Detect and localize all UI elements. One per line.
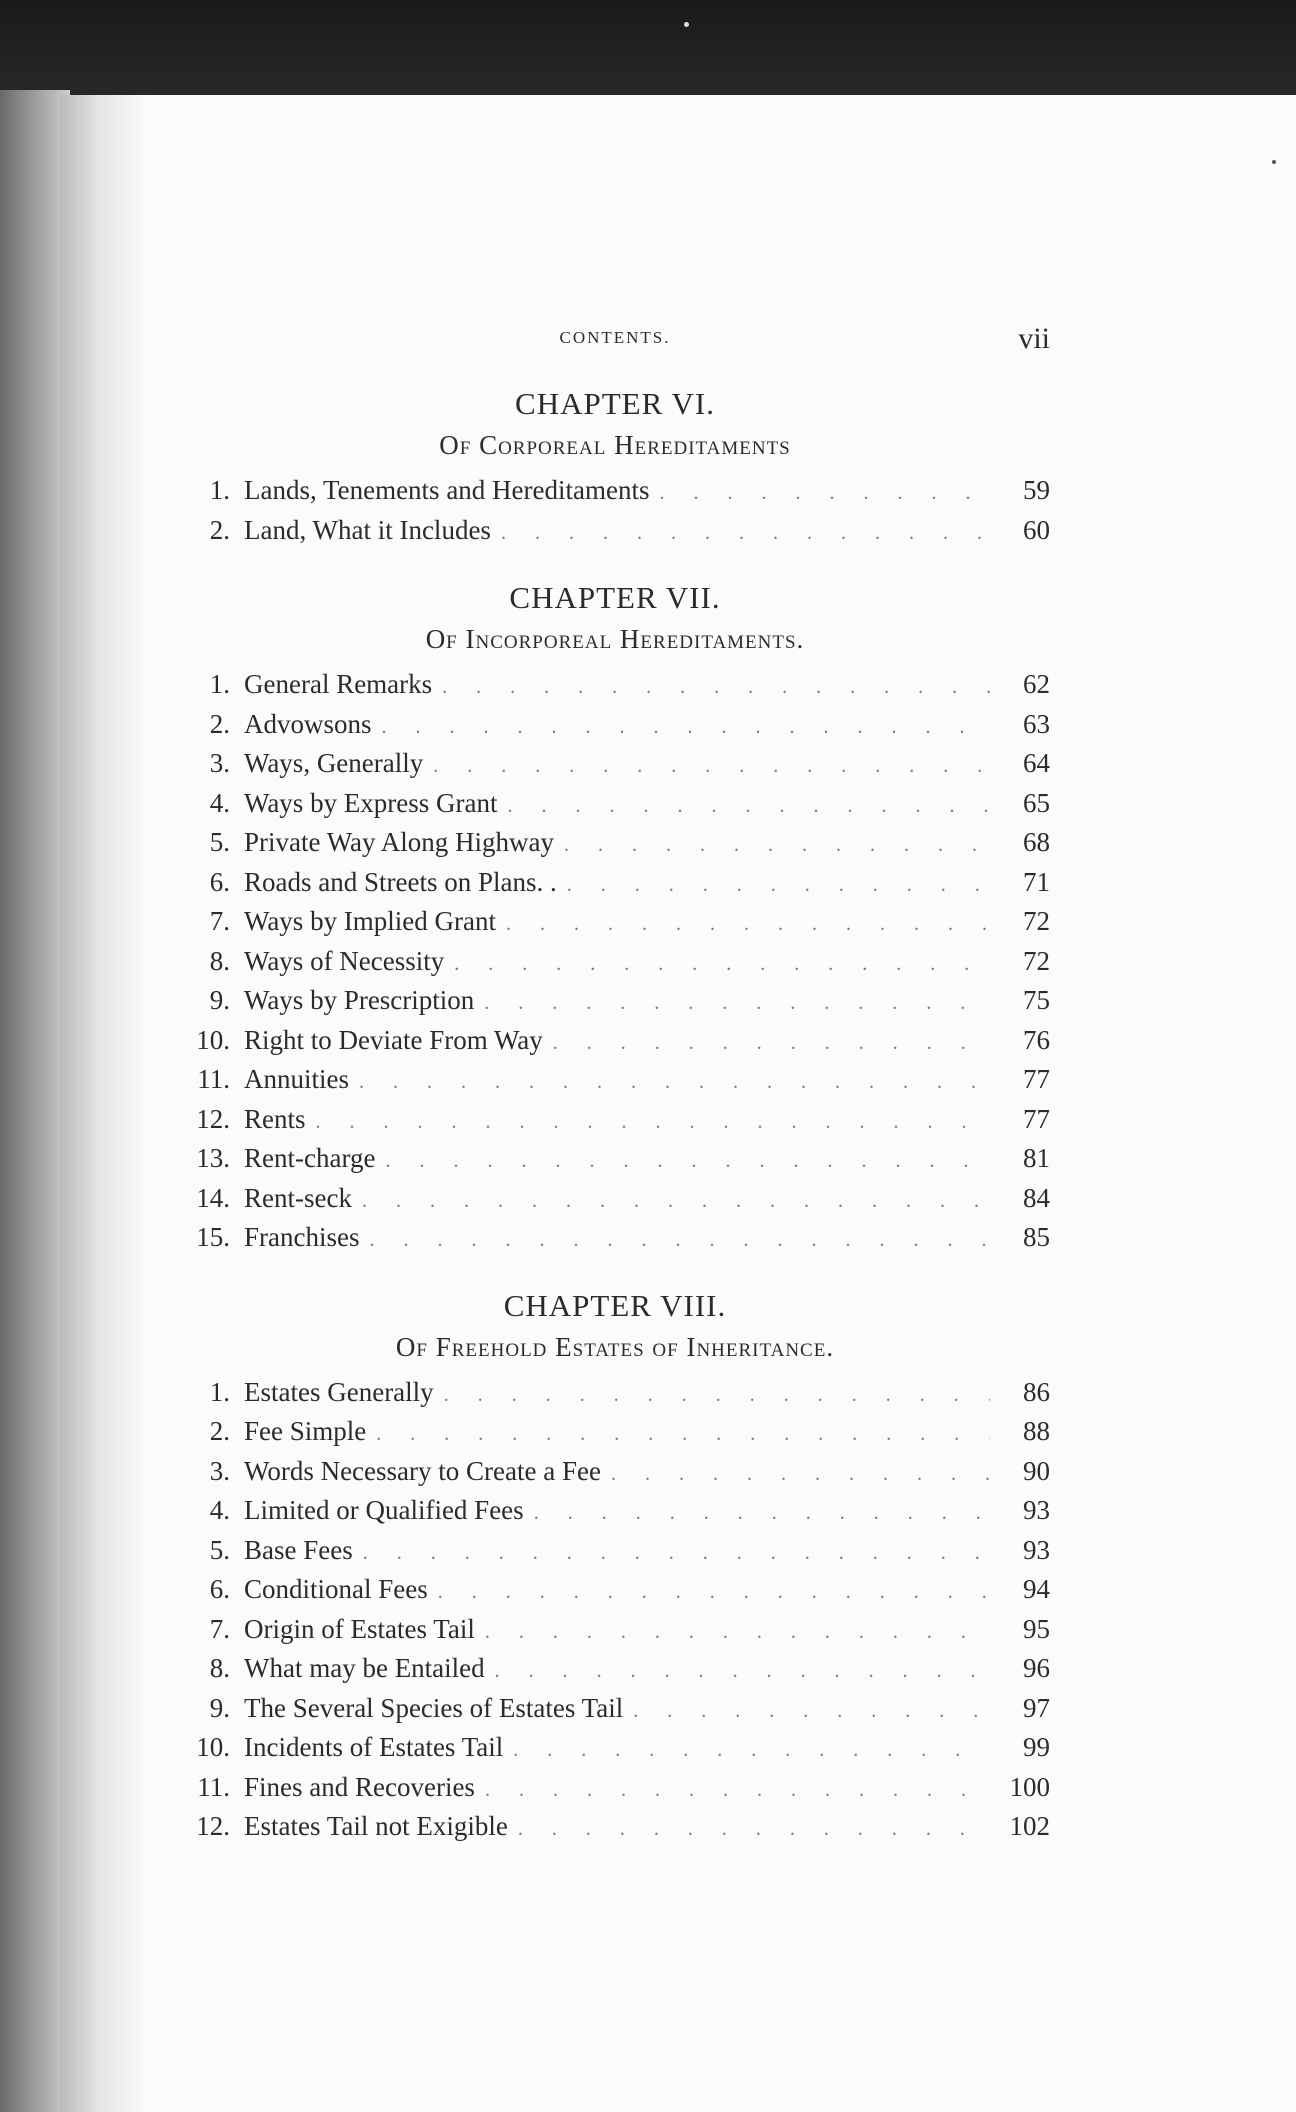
entry-page-number: 71 bbox=[1023, 866, 1050, 897]
entry-title: Base Fees bbox=[244, 1534, 353, 1565]
dot-leader bbox=[359, 1063, 990, 1103]
toc-entry bbox=[180, 1179, 1050, 1219]
entry-number: 1. bbox=[209, 669, 230, 699]
dot-leader bbox=[454, 945, 990, 985]
toc-entry bbox=[180, 1491, 1050, 1531]
entry-title: Ways by Express Grant bbox=[244, 787, 498, 818]
dot-leader bbox=[484, 984, 990, 1024]
entry-title: Words Necessary to Create a Fee bbox=[244, 1455, 601, 1486]
entry-number: 5. bbox=[209, 1534, 230, 1565]
toc-entry bbox=[180, 665, 1050, 705]
entry-title: The Several Species of Estates Tail bbox=[244, 1692, 624, 1723]
entry-number: 4. bbox=[209, 1495, 230, 1525]
chapter-heading: CHAPTER VII. bbox=[509, 580, 721, 615]
entry-number: 11. bbox=[197, 1064, 230, 1094]
entry-number: 7. bbox=[209, 1613, 230, 1644]
entry-number: 3. bbox=[209, 748, 230, 778]
toc-entry bbox=[180, 902, 1050, 942]
dot-leader bbox=[611, 1455, 990, 1495]
chapter-subtitle: Of Corporeal Hereditaments bbox=[439, 430, 791, 460]
dot-leader bbox=[564, 826, 990, 866]
chapter-section bbox=[180, 1288, 1050, 1847]
entry-title: Fee Simple bbox=[244, 1416, 367, 1446]
chapter-subtitle: Of Freehold Estates of Inheritance. bbox=[395, 1331, 835, 1362]
toc-entry bbox=[180, 1021, 1050, 1061]
dot-leader bbox=[382, 708, 990, 748]
entry-page-number: 75 bbox=[1023, 985, 1050, 1015]
entry-page-number: 100 bbox=[1009, 1771, 1050, 1802]
entry-title: Rents bbox=[244, 1103, 306, 1134]
entry-number: 2. bbox=[209, 1416, 230, 1446]
chapter-heading: CHAPTER VIII. bbox=[503, 1287, 727, 1323]
entry-number: 4. bbox=[209, 787, 230, 818]
dot-leader bbox=[485, 1613, 990, 1653]
dot-leader bbox=[553, 1024, 990, 1064]
toc-entry bbox=[180, 1689, 1050, 1729]
entry-page-number: 77 bbox=[1023, 1064, 1050, 1094]
entry-title: Lands, Tenements and Hereditaments bbox=[244, 475, 650, 505]
entry-title: Advowsons bbox=[244, 708, 372, 739]
entry-page-number: 72 bbox=[1023, 945, 1050, 976]
dust-speck bbox=[684, 22, 689, 27]
entry-title: Annuities bbox=[244, 1064, 349, 1094]
dot-leader bbox=[485, 1771, 990, 1811]
entry-title: Conditional Fees bbox=[244, 1574, 428, 1604]
entry-page-number: 62 bbox=[1023, 669, 1050, 699]
entry-page-number: 63 bbox=[1023, 708, 1050, 739]
entry-title: Estates Generally bbox=[244, 1376, 434, 1407]
entry-page-number: 93 bbox=[1023, 1534, 1050, 1565]
entry-title: Ways of Necessity bbox=[244, 945, 445, 976]
entry-title: What may be Entailed bbox=[244, 1653, 485, 1683]
entry-number: 15. bbox=[196, 1222, 230, 1252]
entry-page-number: 93 bbox=[1023, 1495, 1050, 1525]
entry-number: 13. bbox=[196, 1143, 230, 1173]
toc-entry bbox=[180, 942, 1050, 982]
dot-leader bbox=[363, 1534, 990, 1574]
dot-leader bbox=[518, 1810, 990, 1850]
entry-page-number: 81 bbox=[1023, 1143, 1050, 1173]
entry-number: 9. bbox=[209, 1692, 230, 1723]
entry-number: 1. bbox=[209, 475, 230, 505]
entry-title: Roads and Streets on Plans. . bbox=[244, 866, 557, 897]
dot-leader bbox=[506, 905, 990, 945]
entry-title: Ways by Prescription bbox=[244, 985, 475, 1015]
entry-number: 3. bbox=[209, 1455, 230, 1486]
dust-speck bbox=[1272, 160, 1276, 164]
entry-list bbox=[180, 1373, 1050, 1847]
dot-leader bbox=[316, 1103, 990, 1143]
entry-number: 6. bbox=[209, 1574, 230, 1604]
toc-entry bbox=[180, 1531, 1050, 1571]
toc-entry bbox=[180, 1139, 1050, 1179]
dot-leader bbox=[369, 1221, 990, 1261]
toc-entry bbox=[180, 705, 1050, 745]
entry-page-number: 94 bbox=[1023, 1574, 1050, 1604]
page-gutter-shadow bbox=[60, 95, 150, 2112]
entry-number: 6. bbox=[209, 866, 230, 897]
entry-number: 14. bbox=[196, 1182, 230, 1213]
entry-title: Rent-charge bbox=[244, 1143, 376, 1173]
scan-background bbox=[0, 0, 1296, 110]
entry-title: Incidents of Estates Tail bbox=[244, 1732, 504, 1762]
toc-entry bbox=[180, 511, 1050, 551]
entry-title: Private Way Along Highway bbox=[244, 827, 555, 857]
dot-leader bbox=[633, 1692, 990, 1732]
entry-title: Ways, Generally bbox=[244, 748, 424, 778]
dot-leader bbox=[508, 787, 990, 827]
entry-title: Origin of Estates Tail bbox=[244, 1613, 475, 1644]
table-of-contents bbox=[180, 320, 1050, 1847]
entry-number: 11. bbox=[197, 1771, 230, 1802]
entry-page-number: 85 bbox=[1023, 1222, 1050, 1252]
toc-entry bbox=[180, 1649, 1050, 1689]
entry-page-number: 72 bbox=[1023, 906, 1050, 936]
entry-title: Fines and Recoveries bbox=[244, 1771, 475, 1802]
dot-leader bbox=[567, 866, 990, 906]
entry-page-number: 96 bbox=[1023, 1653, 1050, 1683]
entry-page-number: 95 bbox=[1023, 1613, 1050, 1644]
entry-page-number: 77 bbox=[1023, 1103, 1050, 1134]
toc-entry bbox=[180, 981, 1050, 1021]
chapter-section bbox=[180, 386, 1050, 550]
dot-leader bbox=[660, 474, 991, 514]
entry-number: 1. bbox=[209, 1376, 230, 1407]
dot-leader bbox=[442, 668, 990, 708]
entry-title: Ways by Implied Grant bbox=[244, 906, 497, 936]
entry-title: Limited or Qualified Fees bbox=[244, 1495, 524, 1525]
toc-entry bbox=[180, 1807, 1050, 1847]
dot-leader bbox=[438, 1573, 990, 1613]
entry-title: Right to Deviate From Way bbox=[244, 1024, 543, 1055]
running-title: CONTENTS. bbox=[559, 328, 671, 347]
toc-entry bbox=[180, 1060, 1050, 1100]
entry-number: 12. bbox=[196, 1811, 230, 1841]
chapter-subtitle: Of Incorporeal Hereditaments. bbox=[425, 624, 805, 654]
toc-entry bbox=[180, 823, 1050, 863]
entry-number: 9. bbox=[209, 985, 230, 1015]
toc-entry bbox=[180, 1100, 1050, 1140]
entry-page-number: 65 bbox=[1023, 787, 1050, 818]
toc-entry bbox=[180, 1610, 1050, 1650]
entry-page-number: 88 bbox=[1023, 1416, 1050, 1446]
entry-page-number: 60 bbox=[1023, 514, 1050, 545]
entry-page-number: 64 bbox=[1023, 748, 1050, 778]
entry-page-number: 59 bbox=[1023, 475, 1050, 505]
entry-number: 12. bbox=[196, 1103, 230, 1134]
dot-leader bbox=[376, 1415, 990, 1455]
dot-leader bbox=[501, 514, 990, 554]
toc-entry bbox=[180, 863, 1050, 903]
entry-number: 7. bbox=[209, 906, 230, 936]
page-number: vii bbox=[1018, 322, 1050, 355]
entry-number: 2. bbox=[209, 514, 230, 545]
dot-leader bbox=[513, 1731, 990, 1771]
dot-leader bbox=[534, 1494, 990, 1534]
toc-entry bbox=[180, 1570, 1050, 1610]
entry-title: Rent-seck bbox=[244, 1182, 352, 1213]
toc-entry bbox=[180, 471, 1050, 511]
chapter-list bbox=[180, 386, 1050, 1847]
toc-entry bbox=[180, 784, 1050, 824]
entry-page-number: 84 bbox=[1023, 1182, 1050, 1213]
entry-number: 8. bbox=[209, 945, 230, 976]
entry-title: General Remarks bbox=[244, 669, 433, 699]
entry-number: 8. bbox=[209, 1653, 230, 1683]
entry-title: Franchises bbox=[244, 1222, 360, 1252]
entry-list bbox=[180, 665, 1050, 1258]
entry-page-number: 68 bbox=[1023, 827, 1050, 857]
entry-list bbox=[180, 471, 1050, 550]
entry-page-number: 76 bbox=[1023, 1024, 1050, 1055]
toc-entry bbox=[180, 744, 1050, 784]
entry-page-number: 90 bbox=[1023, 1455, 1050, 1486]
entry-page-number: 99 bbox=[1023, 1732, 1050, 1762]
toc-entry bbox=[180, 1412, 1050, 1452]
dot-leader bbox=[362, 1182, 990, 1222]
running-head bbox=[180, 320, 1050, 370]
toc-entry bbox=[180, 1768, 1050, 1808]
entry-number: 5. bbox=[209, 827, 230, 857]
entry-page-number: 102 bbox=[1009, 1811, 1050, 1841]
dot-leader bbox=[495, 1652, 990, 1692]
entry-number: 10. bbox=[196, 1024, 230, 1055]
dot-leader bbox=[385, 1142, 990, 1182]
entry-number: 10. bbox=[196, 1732, 230, 1762]
dot-leader bbox=[433, 747, 990, 787]
entry-page-number: 97 bbox=[1023, 1692, 1050, 1723]
dot-leader bbox=[444, 1376, 990, 1416]
chapter-section bbox=[180, 580, 1050, 1258]
chapter-heading: CHAPTER VI. bbox=[515, 386, 715, 421]
toc-entry bbox=[180, 1373, 1050, 1413]
entry-page-number: 86 bbox=[1023, 1376, 1050, 1407]
entry-number: 2. bbox=[209, 708, 230, 739]
toc-entry bbox=[180, 1452, 1050, 1492]
toc-entry bbox=[180, 1728, 1050, 1768]
entry-title: Estates Tail not Exigible bbox=[244, 1811, 508, 1841]
entry-title: Land, What it Includes bbox=[244, 514, 491, 545]
toc-entry bbox=[180, 1218, 1050, 1258]
